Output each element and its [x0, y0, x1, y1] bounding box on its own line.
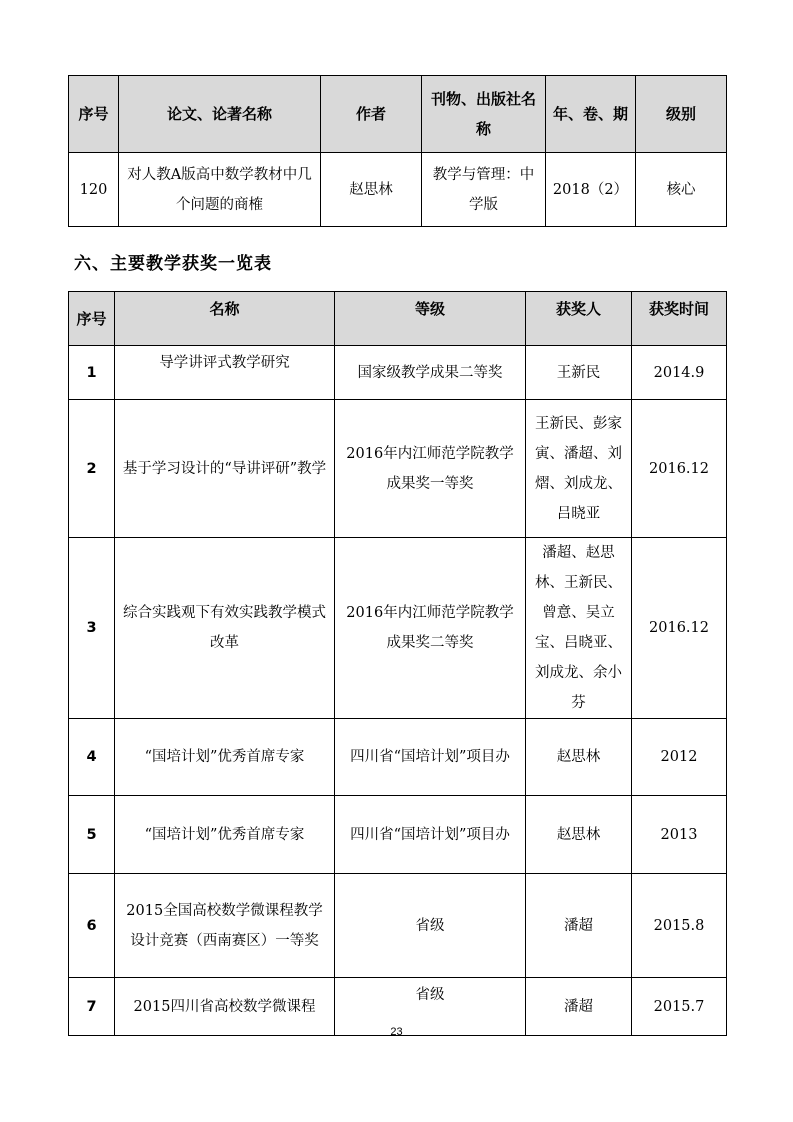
row-number: 3: [69, 538, 115, 719]
header-cell: 作者: [321, 76, 422, 153]
row-number: 2: [69, 400, 115, 538]
award-winners: 潘超: [526, 874, 632, 978]
award-date: 2015.7: [632, 978, 727, 1036]
row-number: 1: [69, 346, 115, 400]
header-cell: 名称: [115, 292, 335, 346]
row-number: 7: [69, 978, 115, 1036]
papers-header-row: [69, 76, 727, 153]
row-number: 5: [69, 796, 115, 874]
header-cell: 等级: [335, 292, 526, 346]
paper-issue: 2018（2）: [546, 153, 636, 227]
header-cell: 年、卷、期: [546, 76, 636, 153]
header-cell: 序号: [69, 292, 115, 346]
awards-table: [68, 291, 727, 1036]
paper-title: 对人教A版高中数学教材中几个问题的商榷: [119, 153, 321, 227]
row-number: 6: [69, 874, 115, 978]
award-name: 基于学习设计的“导讲评研”教学: [115, 400, 335, 538]
paper-journal: 教学与管理：中学版: [422, 153, 546, 227]
award-winners: 王新民: [526, 346, 632, 400]
header-cell: 序号: [69, 76, 119, 153]
awards-header-row: [69, 292, 727, 346]
award-level: 四川省“国培计划”项目办: [335, 719, 526, 796]
header-cell: 获奖人: [526, 292, 632, 346]
award-winners: 潘超: [526, 978, 632, 1036]
header-cell: 获奖时间: [632, 292, 727, 346]
paper-level: 核心: [636, 153, 727, 227]
award-winners: 赵思林: [526, 796, 632, 874]
row-number: 4: [69, 719, 115, 796]
table-row: [69, 153, 727, 227]
award-level: 2016年内江师范学院教学成果奖二等奖: [335, 538, 526, 719]
award-date: 2013: [632, 796, 727, 874]
award-name: “国培计划”优秀首席专家: [115, 796, 335, 874]
award-name: “国培计划”优秀首席专家: [115, 719, 335, 796]
section-title: 六、主要教学获奖一览表: [74, 254, 272, 274]
table-row: [69, 538, 727, 719]
row-number: 120: [69, 153, 119, 227]
header-cell: 论文、论著名称: [119, 76, 321, 153]
table-row: [69, 796, 727, 874]
award-name: 2015全国高校数学微课程教学设计竞赛（西南赛区）一等奖: [115, 874, 335, 978]
table-row: [69, 400, 727, 538]
header-cell: 级别: [636, 76, 727, 153]
award-level: 国家级教学成果二等奖: [335, 346, 526, 400]
award-date: 2015.8: [632, 874, 727, 978]
award-level: 四川省“国培计划”项目办: [335, 796, 526, 874]
award-date: 2014.9: [632, 346, 727, 400]
award-winners: 潘超、赵思林、王新民、曾意、吴立宝、吕晓亚、刘成龙、余小芬: [526, 538, 632, 719]
table-row: [69, 874, 727, 978]
papers-table: [68, 75, 727, 227]
award-name: 综合实践观下有效实践教学模式改革: [115, 538, 335, 719]
award-level: 2016年内江师范学院教学成果奖一等奖: [335, 400, 526, 538]
award-level: 省级: [335, 978, 526, 1036]
paper-author: 赵思林: [321, 153, 422, 227]
page-number: 23: [390, 1026, 403, 1038]
award-name: 导学讲评式教学研究: [115, 346, 335, 400]
award-date: 2012: [632, 719, 727, 796]
header-cell: 刊物、出版社名称: [422, 76, 546, 153]
table-row: [69, 346, 727, 400]
award-date: 2016.12: [632, 400, 727, 538]
award-winners: 赵思林: [526, 719, 632, 796]
award-level: 省级: [335, 874, 526, 978]
award-name: 2015四川省高校数学微课程: [115, 978, 335, 1036]
award-date: 2016.12: [632, 538, 727, 719]
award-winners: 王新民、彭家寅、潘超、刘熠、刘成龙、吕晓亚: [526, 400, 632, 538]
table-row: [69, 719, 727, 796]
